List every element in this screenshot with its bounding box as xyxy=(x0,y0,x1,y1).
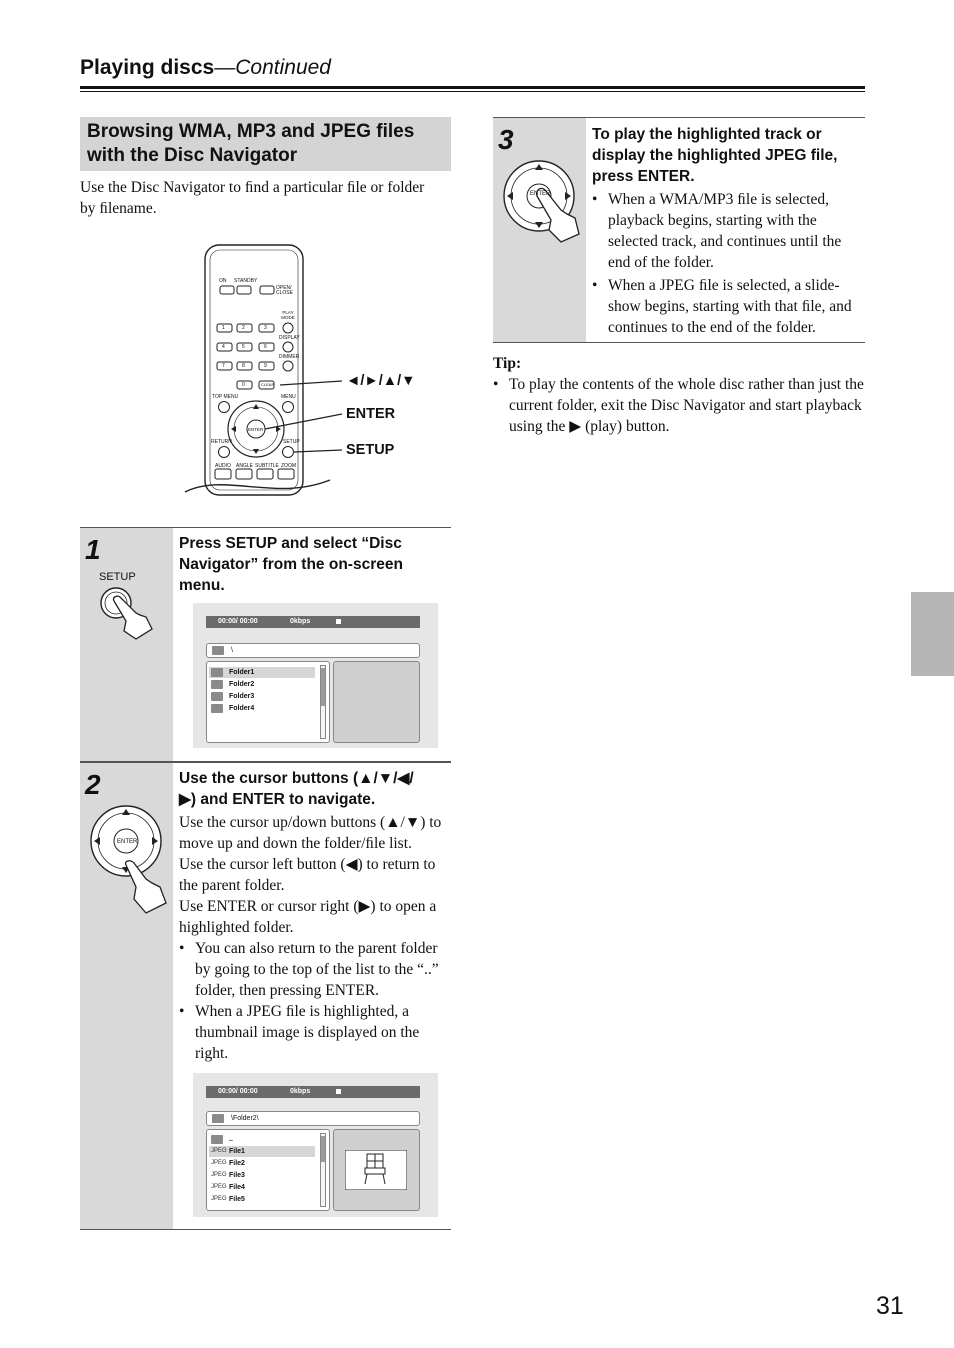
list-item[interactable]: Folder3 xyxy=(209,691,315,702)
remote-label-zoom: ZOOM xyxy=(281,463,296,469)
list-item[interactable]: JPEG File1 xyxy=(209,1146,315,1157)
step-3-number: 3 xyxy=(498,124,514,155)
folder-icon xyxy=(211,668,223,677)
enter-button-label: ENTER xyxy=(530,191,551,197)
list-item[interactable]: Folder2 xyxy=(209,679,315,690)
folder-icon xyxy=(211,1135,223,1144)
remote-label-top-menu: TOP MENU xyxy=(212,394,239,400)
jpeg-file-icon: JPEG xyxy=(211,1184,227,1190)
step-2-number: 2 xyxy=(85,769,101,800)
remote-label-subtitle: SUBTITLE xyxy=(255,463,279,469)
list-item-parent[interactable]: .. xyxy=(209,1134,315,1145)
remote-label-menu: MENU xyxy=(281,394,296,400)
osd-thumbnail-pane xyxy=(333,1129,420,1211)
jpeg-file-icon: JPEG xyxy=(211,1148,227,1154)
remote-key-0: 0 xyxy=(242,382,245,388)
remote-key-8: 8 xyxy=(242,363,245,369)
jpeg-file-icon: JPEG xyxy=(211,1172,227,1178)
page-number: 31 xyxy=(876,1292,904,1320)
remote-key-6: 6 xyxy=(264,344,267,350)
list-item[interactable]: JPEG File5 xyxy=(211,1196,245,1203)
folder-icon xyxy=(212,1114,224,1123)
osd-scrollbar[interactable] xyxy=(320,1133,326,1207)
stop-icon xyxy=(336,619,341,624)
header-continued: —Continued xyxy=(214,56,331,79)
remote-key-3: 3 xyxy=(264,325,267,331)
callout-setup: SETUP xyxy=(346,442,395,458)
step-1-heading: Press SETUP and select “Disc Navigator” from the on-screen menu. xyxy=(179,535,403,594)
list-item[interactable]: JPEG File4 xyxy=(211,1184,245,1191)
remote-key-9: 9 xyxy=(264,363,267,369)
disc-navigator-screen-folders xyxy=(193,603,438,748)
folder-icon xyxy=(211,680,223,689)
chair-thumbnail-icon xyxy=(345,1150,407,1190)
callout-enter: ENTER xyxy=(346,406,396,422)
remote-key-2: 2 xyxy=(242,325,245,331)
osd-preview-pane xyxy=(333,661,420,743)
osd-path-field: \Folder2\ xyxy=(206,1111,420,1126)
remote-label-audio: AUDIO xyxy=(215,463,231,469)
step-2 xyxy=(80,762,451,1230)
osd-path-field: \ xyxy=(206,643,420,658)
remote-label-enter: ENTER xyxy=(248,427,264,432)
osd-scrollbar[interactable] xyxy=(320,665,326,739)
step-1 xyxy=(80,527,451,762)
list-item[interactable]: Folder4 xyxy=(209,703,315,714)
list-item[interactable]: Folder1 xyxy=(209,667,315,678)
tip-title: Tip: xyxy=(493,355,522,372)
step-3-heading: To play the highlighted track or display the highlighted JPEG ﬁle, press ENTER. xyxy=(592,126,838,185)
remote-label-angle: ANGLE xyxy=(236,463,253,469)
section-intro: Use the Disc Navigator to ﬁnd a particular ﬁle or folder by ﬁlename. xyxy=(80,179,425,217)
disc-navigator-screen-files xyxy=(193,1073,438,1217)
remote-key-4: 4 xyxy=(222,344,225,350)
remote-label-display: DISPLAY xyxy=(279,335,300,341)
step-3-sidebar xyxy=(493,118,586,342)
osd-folder-list xyxy=(206,661,330,743)
step-2-heading: Use the cursor buttons (▲/▼/◀/ ▶) and ENTER to navigate. xyxy=(179,770,414,808)
remote-control-icon xyxy=(180,240,420,500)
remote-key-1: 1 xyxy=(222,325,225,331)
osd-status-bar: 00:00/ 00:00 0kbps xyxy=(206,1086,420,1098)
section-heading: Browsing WMA, MP3 and JPEG files with the Disc Navigator xyxy=(80,117,451,171)
callout-cursor-buttons: ◄/►/▲/▼ xyxy=(346,373,416,389)
folder-icon xyxy=(212,646,224,655)
tip-box xyxy=(493,353,865,437)
step-1-number: 1 xyxy=(85,534,101,565)
remote-label-play-mode: PLAY MODE xyxy=(281,310,295,320)
remote-control-illustration xyxy=(180,240,420,505)
folder-icon xyxy=(211,692,223,701)
step-2-content xyxy=(179,768,449,1064)
header-rule xyxy=(80,86,865,89)
header-rule-thin xyxy=(80,91,865,92)
remote-label-setup: SETUP xyxy=(283,439,300,445)
osd-status-bar: 00:00/ 00:00 0kbps xyxy=(206,616,420,628)
running-header xyxy=(80,56,331,80)
finger-press-setup-icon xyxy=(96,583,156,643)
enter-button-label: ENTER xyxy=(117,839,138,845)
remote-label-return: RETURN xyxy=(211,439,232,445)
list-item[interactable]: JPEG File3 xyxy=(211,1172,245,1179)
remote-label-dimmer: DIMMER xyxy=(279,354,300,360)
remote-label-on: ON xyxy=(219,278,227,284)
step-2-sidebar xyxy=(80,763,173,1229)
step-3 xyxy=(493,117,865,343)
finger-press-enter-icon xyxy=(501,158,581,243)
list-item[interactable]: JPEG File2 xyxy=(211,1160,245,1167)
step-3-text: • When a WMA/MP3 ﬁle is selected, playback begins, starting with the selected track, and continues until the end of the folder. • When a JPEG ﬁle is selected, a slide-show begins, starting with that ﬁle, and continues to the end of the folder. xyxy=(592,189,864,338)
step-1-sidebar xyxy=(80,528,173,761)
remote-label-standby: STANDBY xyxy=(234,278,258,284)
finger-press-cursor-icon xyxy=(88,803,168,918)
step-2-text: Use the cursor up/down buttons (▲/▼) to move up and down the folder/ﬁle list. Use the cursor left button (◀) to return to the parent folder. Use ENTER or cursor right (▶) to open a highlighted folder. • You can also return to the parent folder by going to the top of the list to the “..” folder, then pressing ENTER. • When a JPEG ﬁle is highlighted, a thumbnail image is displayed on the right. xyxy=(179,812,449,1064)
remote-label-open-close: OPEN/ CLOSE xyxy=(276,285,293,296)
remote-key-5: 5 xyxy=(242,344,245,350)
stop-icon xyxy=(336,1089,341,1094)
header-title: Playing discs xyxy=(80,56,215,79)
jpeg-file-icon: JPEG xyxy=(211,1160,227,1166)
chapter-tab xyxy=(911,592,954,676)
step-3-content xyxy=(592,124,864,338)
osd-file-list xyxy=(206,1129,330,1211)
tip-text: • To play the contents of the whole disc rather than just the current folder, exit the Disc Navigator and start playback using the ▶ (play) button. xyxy=(493,374,865,437)
folder-icon xyxy=(211,704,223,713)
remote-label-clear: CLEAR xyxy=(261,382,275,387)
remote-key-7: 7 xyxy=(222,363,225,369)
jpeg-file-icon: JPEG xyxy=(211,1196,227,1202)
setup-button-label: SETUP xyxy=(99,571,136,583)
